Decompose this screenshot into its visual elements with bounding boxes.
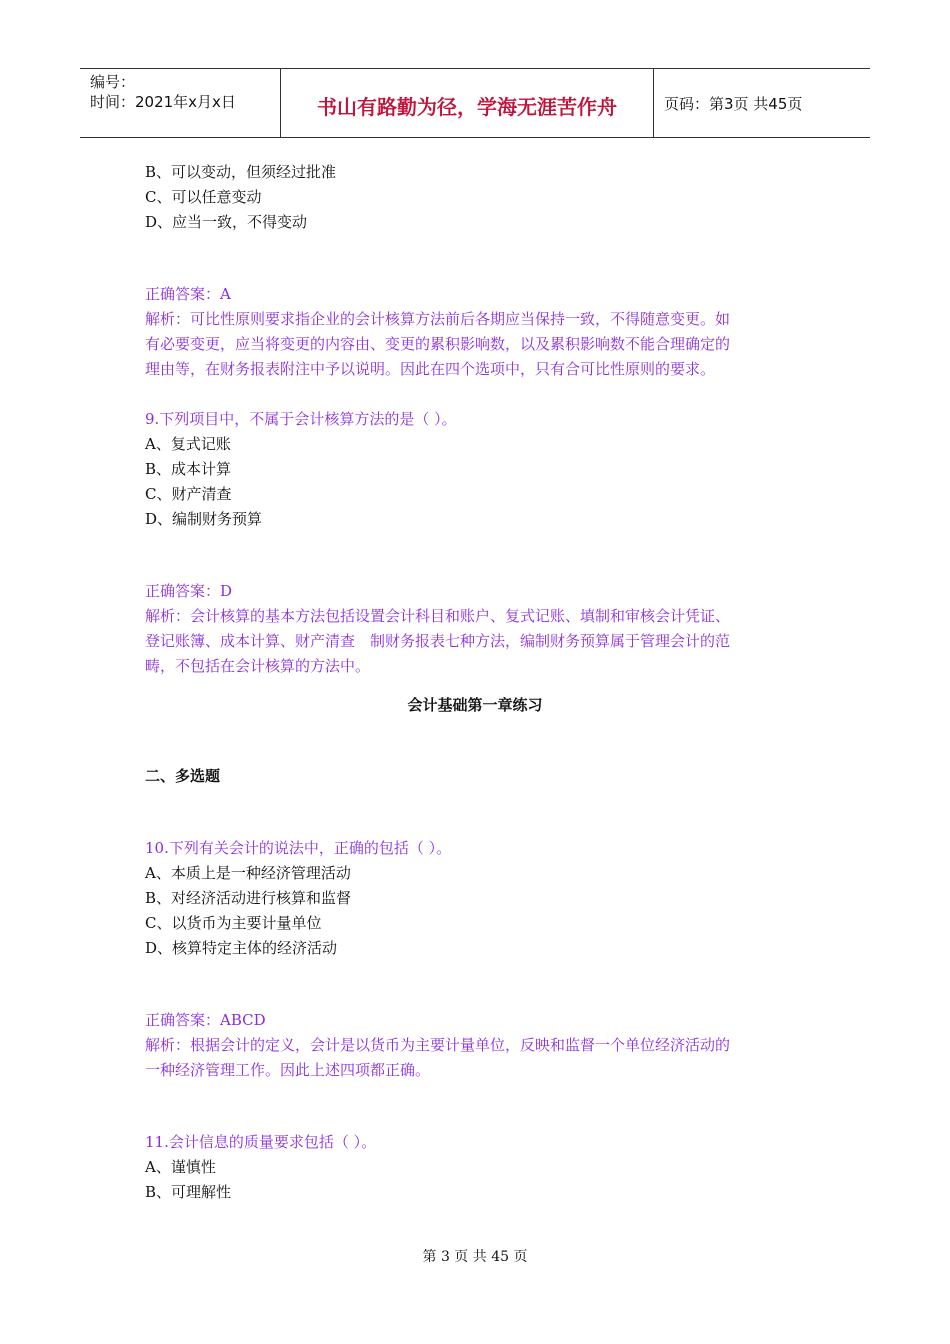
- q9-option-d: D、编制财务预算: [145, 510, 263, 528]
- q10-option-d: D、核算特定主体的经济活动: [145, 939, 338, 957]
- section-title: 二、多选题: [145, 767, 221, 785]
- page-header: [80, 68, 870, 138]
- q10-analysis-line: 解析：根据会计的定义，会计是以货币为主要计量单位，反映和监督一个单位经济活动的: [145, 1036, 731, 1054]
- page-info: 页码：第3页 共45页: [664, 95, 803, 113]
- q9-answer: 正确答案：D: [145, 582, 233, 600]
- header-meta-cell: [80, 69, 281, 137]
- q8-option-c: C、可以任意变动: [145, 188, 262, 206]
- page-footer: 第 3 页 共 45 页: [422, 1249, 528, 1265]
- q8-analysis-line: 理由等，在财务报表附注中予以说明。因此在四个选项中，只有合可比性原则的要求。: [145, 360, 716, 378]
- q10-answer: 正确答案：ABCD: [145, 1011, 266, 1029]
- q10-question: 10.下列有关会计的说法中，正确的包括（ ）。: [145, 839, 452, 857]
- number-label: 编号：: [90, 73, 136, 91]
- q11-question: 11.会计信息的质量要求包括（ ）。: [145, 1133, 377, 1151]
- q8-option-d: D、应当一致，不得变动: [145, 213, 308, 231]
- q8-analysis-line: 有必要变更，应当将变更的内容由、变更的累积影响数，以及累积影响数不能合理确定的: [145, 335, 731, 353]
- q9-question: 9.下列项目中，不属于会计核算方法的是（ ）。: [145, 410, 457, 428]
- q8-analysis-line: 解析：可比性原则要求指企业的会计核算方法前后各期应当保持一致，不得随意变更。如: [145, 310, 731, 328]
- chapter-title: 会计基础第一章练习: [407, 696, 543, 714]
- q9-analysis-line: 登记账簿、成本计算、财产清查 制财务报表七种方法，编制财务预算属于管理会计的范: [145, 632, 731, 650]
- q9-option-c: C、财产清查: [145, 485, 232, 503]
- motto: 书山有路勤为径，学海无涯苦作舟: [317, 95, 617, 119]
- document-body: [145, 160, 805, 1205]
- q9-option-b: B、成本计算: [145, 460, 232, 478]
- q11-option-a: A、谨慎性: [145, 1158, 216, 1176]
- q8-answer: 正确答案：A: [145, 285, 231, 303]
- q10-option-c: C、以货币为主要计量单位: [145, 914, 322, 932]
- header-page-cell: [654, 69, 870, 137]
- q10-analysis-line: 一种经济管理工作。因此上述四项都正确。: [145, 1061, 431, 1079]
- header-motto-cell: [281, 69, 654, 137]
- q9-option-a: A、复式记账: [145, 435, 231, 453]
- q8-option-b: B、可以变动，但须经过批准: [145, 163, 337, 181]
- q10-option-a: A、本质上是一种经济管理活动: [145, 864, 351, 882]
- q9-analysis-line: 解析：会计核算的基本方法包括设置会计科目和账户、复式记账、填制和审核会计凭证、: [145, 607, 731, 625]
- q10-option-b: B、对经济活动进行核算和监督: [145, 889, 352, 907]
- q9-analysis-line: 畴，不包括在会计核算的方法中。: [145, 657, 371, 675]
- time-label: 时间：2021年x月x日: [90, 93, 236, 111]
- q11-option-b: B、可理解性: [145, 1183, 232, 1201]
